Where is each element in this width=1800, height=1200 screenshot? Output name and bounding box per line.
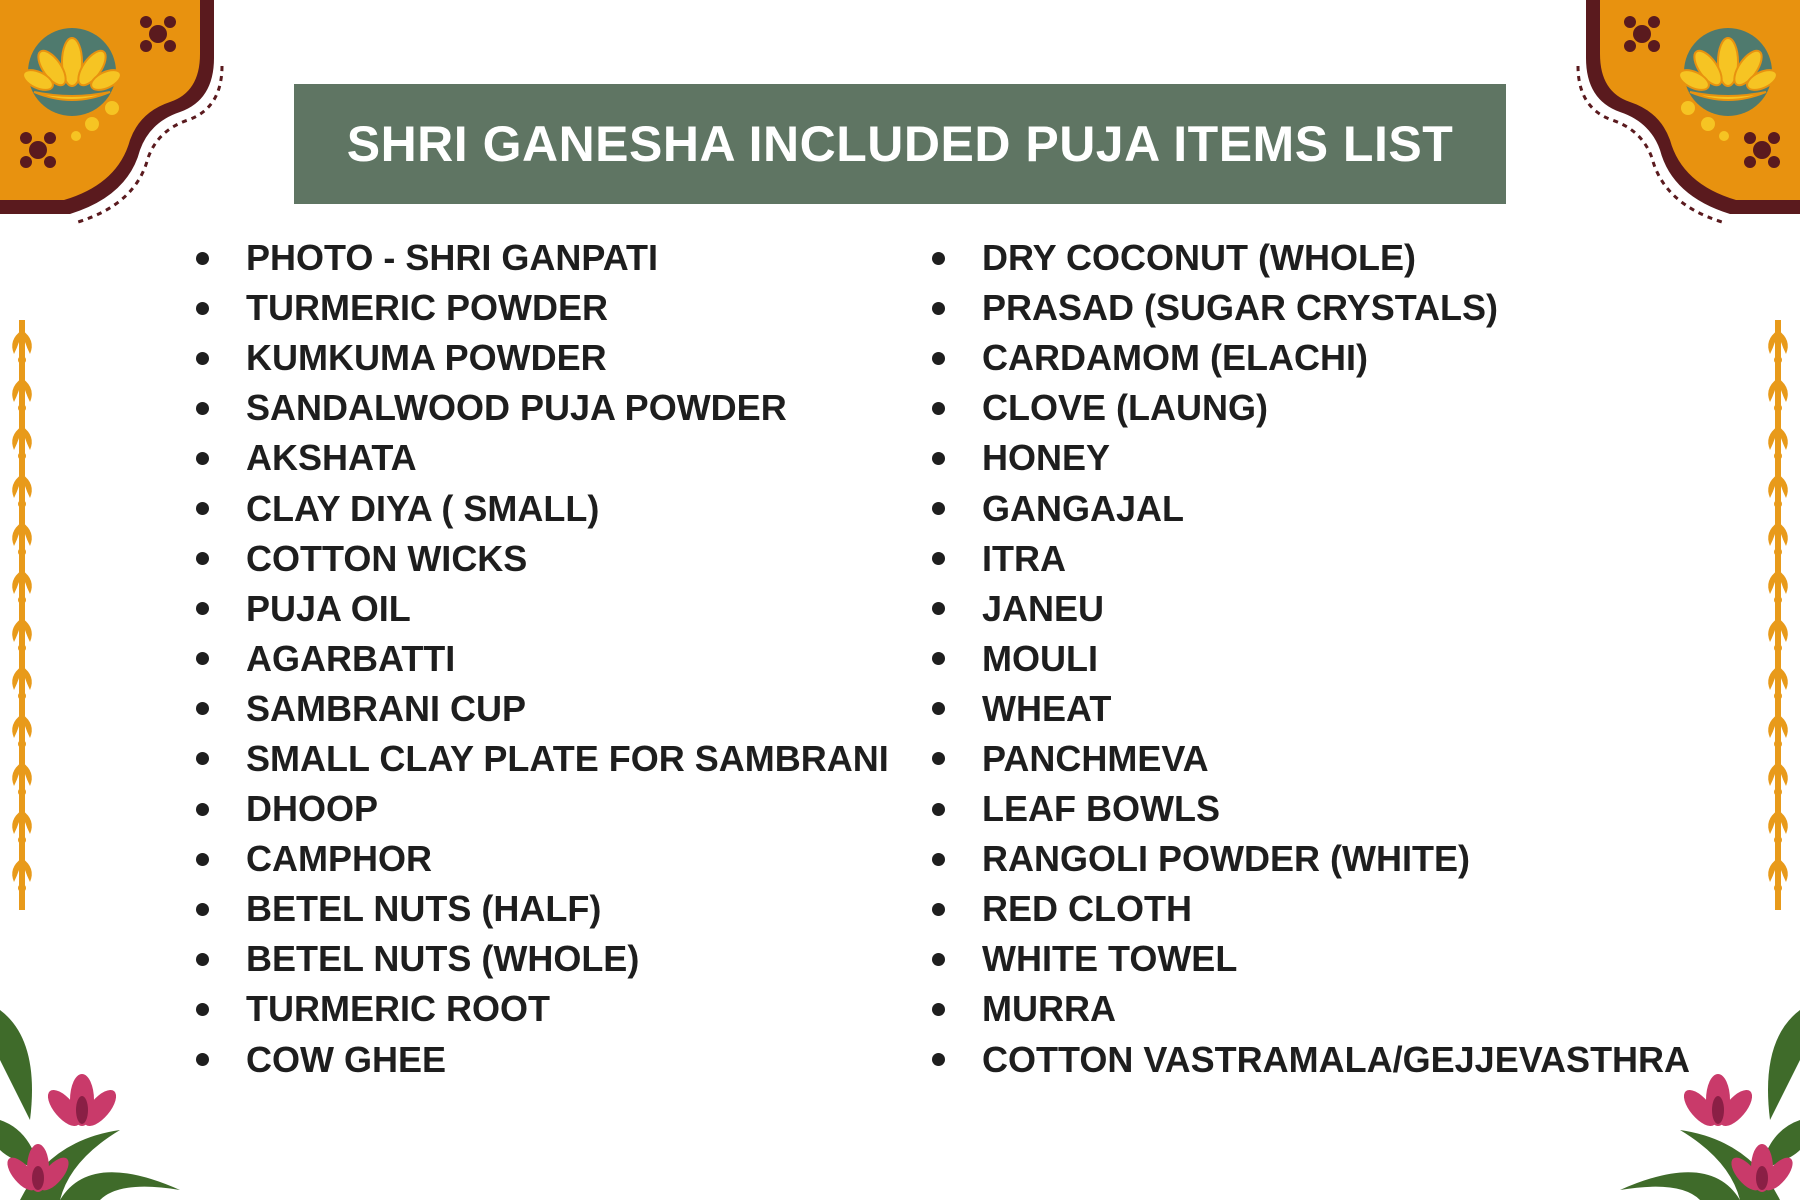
bullet-icon — [196, 602, 209, 615]
bullet-icon — [932, 953, 945, 966]
list-item-label: KUMKUMA POWDER — [246, 337, 607, 379]
page-title: SHRI GANESHA INCLUDED PUJA ITEMS LIST — [346, 116, 1454, 172]
list-item — [932, 834, 1690, 884]
bullet-icon — [196, 552, 209, 565]
list-item-label: COTTON VASTRAMALA/GEJJEVASTHRA — [982, 1038, 1691, 1080]
list-item-label: JANEU — [982, 587, 1105, 629]
list-item-label: RANGOLI POWDER (WHITE) — [982, 838, 1470, 880]
list-item-label: SANDALWOOD PUJA POWDER — [246, 387, 787, 429]
list-item — [932, 934, 1690, 984]
list-item — [932, 483, 1690, 533]
bullet-icon — [196, 252, 209, 265]
list-item — [196, 734, 889, 784]
list-item-label: MURRA — [982, 988, 1116, 1030]
bullet-icon — [196, 402, 209, 415]
list-item-label: PRASAD (SUGAR CRYSTALS) — [982, 287, 1499, 329]
list-item-label: TURMERIC ROOT — [246, 988, 550, 1030]
list-item-label: CLOVE (LAUNG) — [982, 387, 1268, 429]
list-item-label: BETEL NUTS (WHOLE) — [246, 938, 640, 980]
list-item-label: TURMERIC POWDER — [246, 287, 608, 329]
bullet-icon — [932, 752, 945, 765]
floral-border-icon — [4, 320, 40, 910]
bullet-icon — [196, 1003, 209, 1016]
bullet-icon — [196, 502, 209, 515]
list-item — [196, 934, 889, 984]
list-item-label: RED CLOTH — [982, 888, 1192, 930]
list-item-label: DHOOP — [246, 788, 379, 830]
list-item-label: PANCHMEVA — [982, 737, 1209, 779]
list-item — [932, 383, 1690, 433]
bullet-icon — [196, 452, 209, 465]
list-item — [932, 283, 1690, 333]
bullet-icon — [932, 1003, 945, 1016]
lotus-corner-icon — [0, 0, 230, 230]
list-item — [932, 433, 1690, 483]
list-item — [196, 584, 889, 634]
lotus-flower-icon — [0, 1000, 200, 1200]
bullet-icon — [932, 302, 945, 315]
list-item — [932, 734, 1690, 784]
list-item-label: COTTON WICKS — [246, 537, 528, 579]
list-item — [196, 483, 889, 533]
list-item — [196, 383, 889, 433]
list-item-label: COW GHEE — [246, 1038, 447, 1080]
bullet-icon — [932, 903, 945, 916]
bullet-icon — [932, 352, 945, 365]
bullet-icon — [932, 803, 945, 816]
list-item-label: CLAY DIYA ( SMALL) — [246, 487, 600, 529]
list-item-label: WHEAT — [982, 687, 1112, 729]
list-item — [196, 684, 889, 734]
bullet-icon — [196, 1053, 209, 1066]
list-item — [932, 233, 1690, 283]
bullet-icon — [932, 1053, 945, 1066]
lotus-corner-icon — [1570, 0, 1800, 230]
list-item — [196, 534, 889, 584]
bullet-icon — [932, 452, 945, 465]
bullet-icon — [196, 803, 209, 816]
list-item — [196, 784, 889, 834]
list-item — [196, 433, 889, 483]
bullet-icon — [196, 752, 209, 765]
list-item-label: GANGAJAL — [982, 487, 1185, 529]
bullet-icon — [932, 702, 945, 715]
list-item-label: MOULI — [982, 637, 1098, 679]
bullet-icon — [196, 853, 209, 866]
list-item — [196, 1035, 889, 1085]
bullet-icon — [196, 702, 209, 715]
list-item — [932, 584, 1690, 634]
bullet-icon — [932, 602, 945, 615]
bullet-icon — [196, 953, 209, 966]
list-item — [932, 333, 1690, 383]
list-item-label: HONEY — [982, 437, 1111, 479]
list-item — [932, 784, 1690, 834]
list-item-label: LEAF BOWLS — [982, 788, 1220, 830]
list-item-label: PHOTO - SHRI GANPATI — [246, 237, 659, 279]
title-banner — [294, 84, 1506, 204]
bullet-icon — [196, 352, 209, 365]
bullet-icon — [196, 652, 209, 665]
list-item — [196, 283, 889, 333]
list-item-label: SMALL CLAY PLATE FOR SAMBRANI — [246, 737, 889, 779]
list-item-label: AGARBATTI — [246, 637, 456, 679]
list-item-label: BETEL NUTS (HALF) — [246, 888, 602, 930]
list-item — [932, 534, 1690, 584]
list-item-label: WHITE TOWEL — [982, 938, 1238, 980]
list-item-label: CAMPHOR — [246, 838, 432, 880]
list-item — [932, 1035, 1690, 1085]
list-item — [196, 634, 889, 684]
bullet-icon — [932, 502, 945, 515]
bullet-icon — [932, 652, 945, 665]
right-items-list — [932, 233, 1690, 1085]
bullet-icon — [932, 552, 945, 565]
list-item — [932, 634, 1690, 684]
list-item-label: ITRA — [982, 537, 1066, 579]
list-item — [932, 984, 1690, 1034]
list-item — [196, 884, 889, 934]
floral-border-icon — [1760, 320, 1796, 910]
list-item — [196, 233, 889, 283]
list-item-label: PUJA OIL — [246, 587, 411, 629]
list-item-label: SAMBRANI CUP — [246, 687, 527, 729]
bullet-icon — [196, 302, 209, 315]
list-item — [932, 884, 1690, 934]
list-item — [196, 333, 889, 383]
bullet-icon — [932, 853, 945, 866]
bullet-icon — [932, 402, 945, 415]
list-item — [932, 684, 1690, 734]
list-item-label: AKSHATA — [246, 437, 417, 479]
bullet-icon — [932, 252, 945, 265]
list-item — [196, 834, 889, 884]
bullet-icon — [196, 903, 209, 916]
list-item-label: DRY COCONUT (WHOLE) — [982, 237, 1416, 279]
left-items-list — [196, 233, 889, 1085]
list-item-label: CARDAMOM (ELACHI) — [982, 337, 1368, 379]
list-item — [196, 984, 889, 1034]
